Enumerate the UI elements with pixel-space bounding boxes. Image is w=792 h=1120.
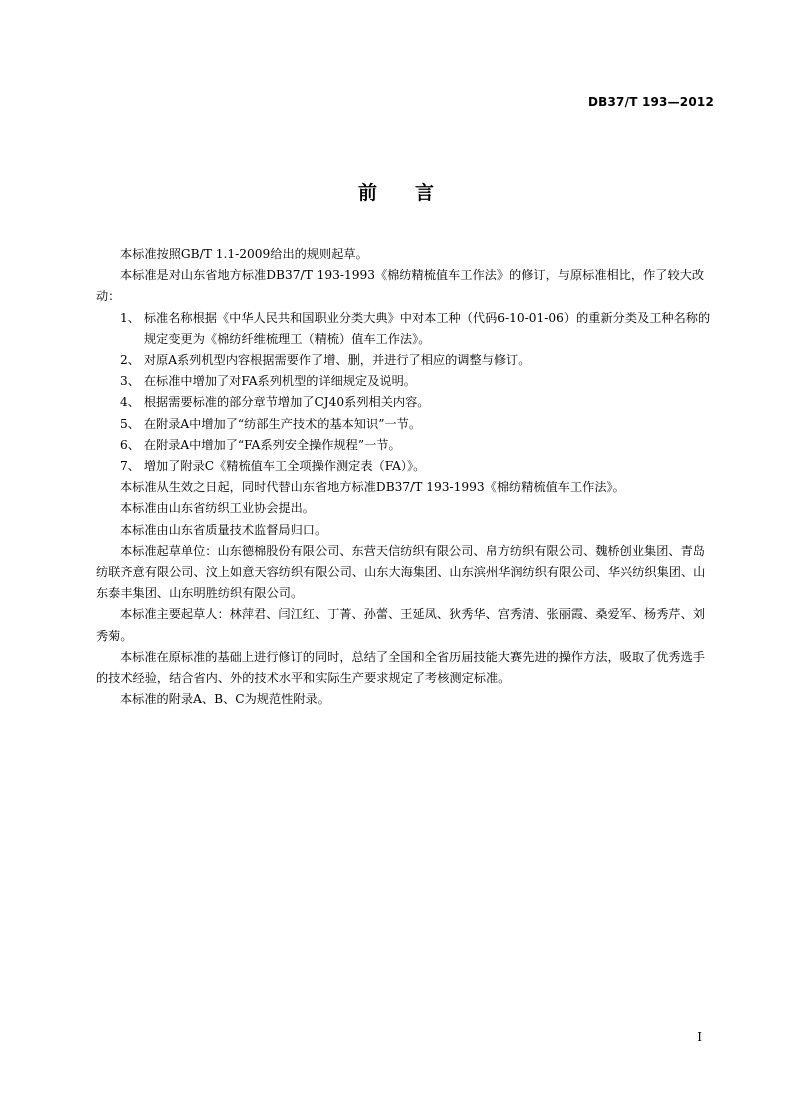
paragraph-drafting-units: 本标准起草单位：山东德棉股份有限公司、东营天信纺织有限公司、帛方纺织有限公司、魏桥创业集团、青岛纺联齐意有限公司、汶上如意天容纺织有限公司、山东大海集团、山东滨州华润纺织有限公司、华兴纺织集团、山东泰丰集团、山东明胜纺织有限公司。 (96, 543, 706, 601)
foreword-body (96, 244, 716, 710)
standard-code: DB37/T 193—2012 (588, 95, 714, 109)
paragraph-proposer: 本标准由山东省纺织工业协会提出。 (120, 501, 315, 516)
list-item: 5、 在附录A中增加了“纺部生产技术的基本知识”一节。 (120, 416, 422, 431)
list-item: 6、 在附录A中增加了“FA系列安全操作规程”一节。 (120, 437, 401, 452)
paragraph-summary: 本标准在原标准的基础上进行修订的同时，总结了全国和全省历届技能大赛先进的操作方法，吸取了优秀选手的技术经验，结合省内、外的技术水平和实际生产要求规定了考核测定标准。 (96, 649, 705, 686)
page-number: I (697, 1030, 702, 1044)
paragraph-drafting-rules: 本标准按照GB/T 1.1-2009给出的规则起草。 (120, 247, 368, 261)
paragraph-centralized-by: 本标准由山东省质量技术监督局归口。 (120, 522, 328, 537)
paragraph-revision-intro: 本标准是对山东省地方标准DB37/T 193-1993《棉纺精梳值车工作法》的修订，与原标准相比，作了较大改动： (96, 268, 705, 304)
paragraph-annexes: 本标准的附录A、B、C为规范性附录。 (120, 692, 330, 707)
list-item: 7、 增加了附录C《精梳值车工全项操作测定表（FA）》。 (120, 459, 426, 474)
paragraph-replacement: 本标准从生效之日起，同时代替山东省地方标准DB37/T 193-1993《棉纺精梳值车工作法》。 (120, 480, 625, 495)
list-item: 3、 在标准中增加了对FA系列机型的详细规定及说明。 (120, 374, 416, 389)
list-item: 4、 根据需要标准的部分章节增加了CJ40系列相关内容。 (120, 395, 430, 410)
list-item: 2、 对原A系列机型内容根据需要作了增、删，并进行了相应的调整与修订。 (120, 353, 531, 368)
page-title: 前言 (357, 182, 472, 204)
list-item: 1、 标准名称根据《中华人民共和国职业分类大典》中对本工种（代码6-10-01-06）的重新分类及工种名称的规定变更为《棉纺纤维梳理工（精梳）值车工作法》。 (120, 310, 711, 346)
paragraph-drafters: 本标准主要起草人：林萍君、闫江红、丁菁、孙蕾、王延凤、狄秀华、宫秀清、张丽霞、桑爱军、杨秀芹、刘秀菊。 (96, 607, 705, 643)
